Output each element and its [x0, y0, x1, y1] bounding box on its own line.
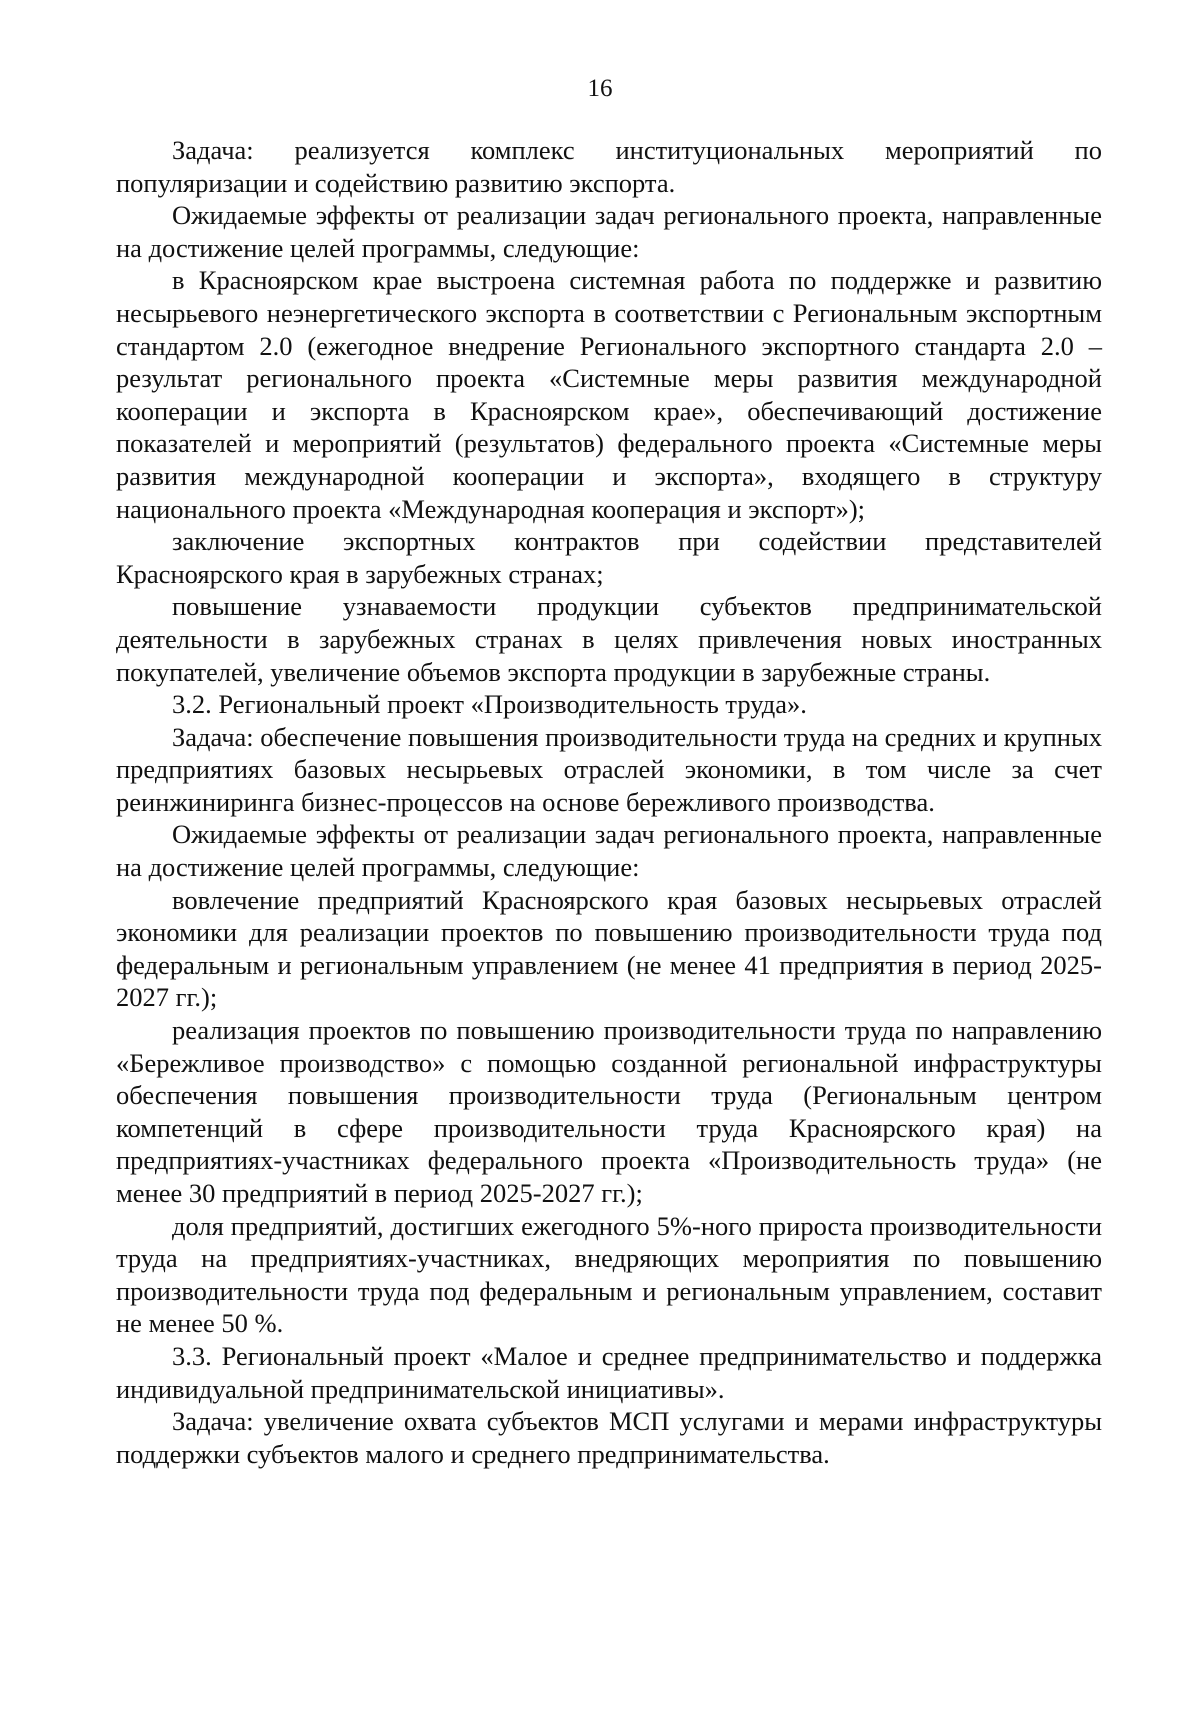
- document-body: [116, 134, 1102, 1470]
- paragraph-export-standard: в Красноярском крае выстроена системная работа по поддержке и развитию несырьевого неэнергетического экспорта в соответствии с Региональным экспортным стандартом 2.0 (ежегодное внедрение Регионального экспортного стандарта 2.0 – результат регионального проекта «Системные меры развития международной кооперации и экспорта в Красноярском крае», обеспечивающий достижение показателей и мероприятий (результатов) федерального проекта «Системные меры развития международной кооперации и экспорта», входящего в структуру национального проекта «Международная кооперация и экспорт»);: [116, 265, 1102, 524]
- paragraph-task-productivity: Задача: обеспечение повышения производительности труда на средних и крупных предприятиях базовых несырьевых отраслей экономики, в том числе за счет реинжиниринга бизнес-процессов на основе бережливого производства.: [116, 721, 1103, 817]
- paragraph-task-export-popularization: Задача: реализуется комплекс институциональных мероприятий по популяризации и содействию развитию экспорта.: [116, 135, 1102, 198]
- paragraph-task-sme-support: Задача: увеличение охвата субъектов МСП услугами и мерами инфраструктуры поддержки субъектов малого и среднего предпринимательства.: [116, 1406, 1102, 1469]
- paragraph-expected-effects-intro-2: Ожидаемые эффекты от реализации задач регионального проекта, направленные на достижение целей программы, следующие:: [116, 819, 1102, 883]
- paragraph-productivity-growth-share: доля предприятий, достигших ежегодного 5%-ного прироста производительности труда на предприятиях-участниках, внедряющих мероприятия по повышению производительности труда под федеральным и региональным управлением, составит не менее 50 %.: [116, 1210, 1102, 1339]
- page-number: 16: [587, 75, 613, 102]
- section-heading-3-2: 3.2. Региональный проект «Производительность труда».: [172, 689, 807, 720]
- paragraph-product-recognition: повышение узнаваемости продукции субъектов предпринимательской деятельности в зарубежных странах в целях привлечения новых иностранных покупателей, увеличение объемов экспорта продукции в зарубежные страны.: [116, 591, 1102, 687]
- paragraph-export-contracts: заключение экспортных контрактов при содействии представителей Красноярского края в зарубежных странах;: [116, 526, 1102, 589]
- section-heading-3-3: 3.3. Региональный проект «Малое и среднее предпринимательство и поддержка индивидуальной предпринимательской инициативы».: [116, 1340, 1102, 1404]
- paragraph-expected-effects-intro: Ожидаемые эффекты от реализации задач регионального проекта, направленные на достижение целей программы, следующие:: [116, 200, 1102, 263]
- paragraph-lean-production: реализация проектов по повышению производительности труда по направлению «Бережливое производство» с помощью созданной региональной инфраструктуры обеспечения повышения производительности труда (Региональным центром компетенций в сфере производительности труда Красноярского края) на предприятиях-участниках федерального проекта «Производительность труда» (не менее 30 предприятий в период 2025-2027 гг.);: [116, 1015, 1102, 1208]
- paragraph-enterprise-involvement: вовлечение предприятий Красноярского края базовых несырьевых отраслей экономики для реализации проектов по повышению производительности труда под федеральным и региональным управлением (не менее 41 предприятия в период 2025-2027 гг.);: [116, 884, 1102, 1013]
